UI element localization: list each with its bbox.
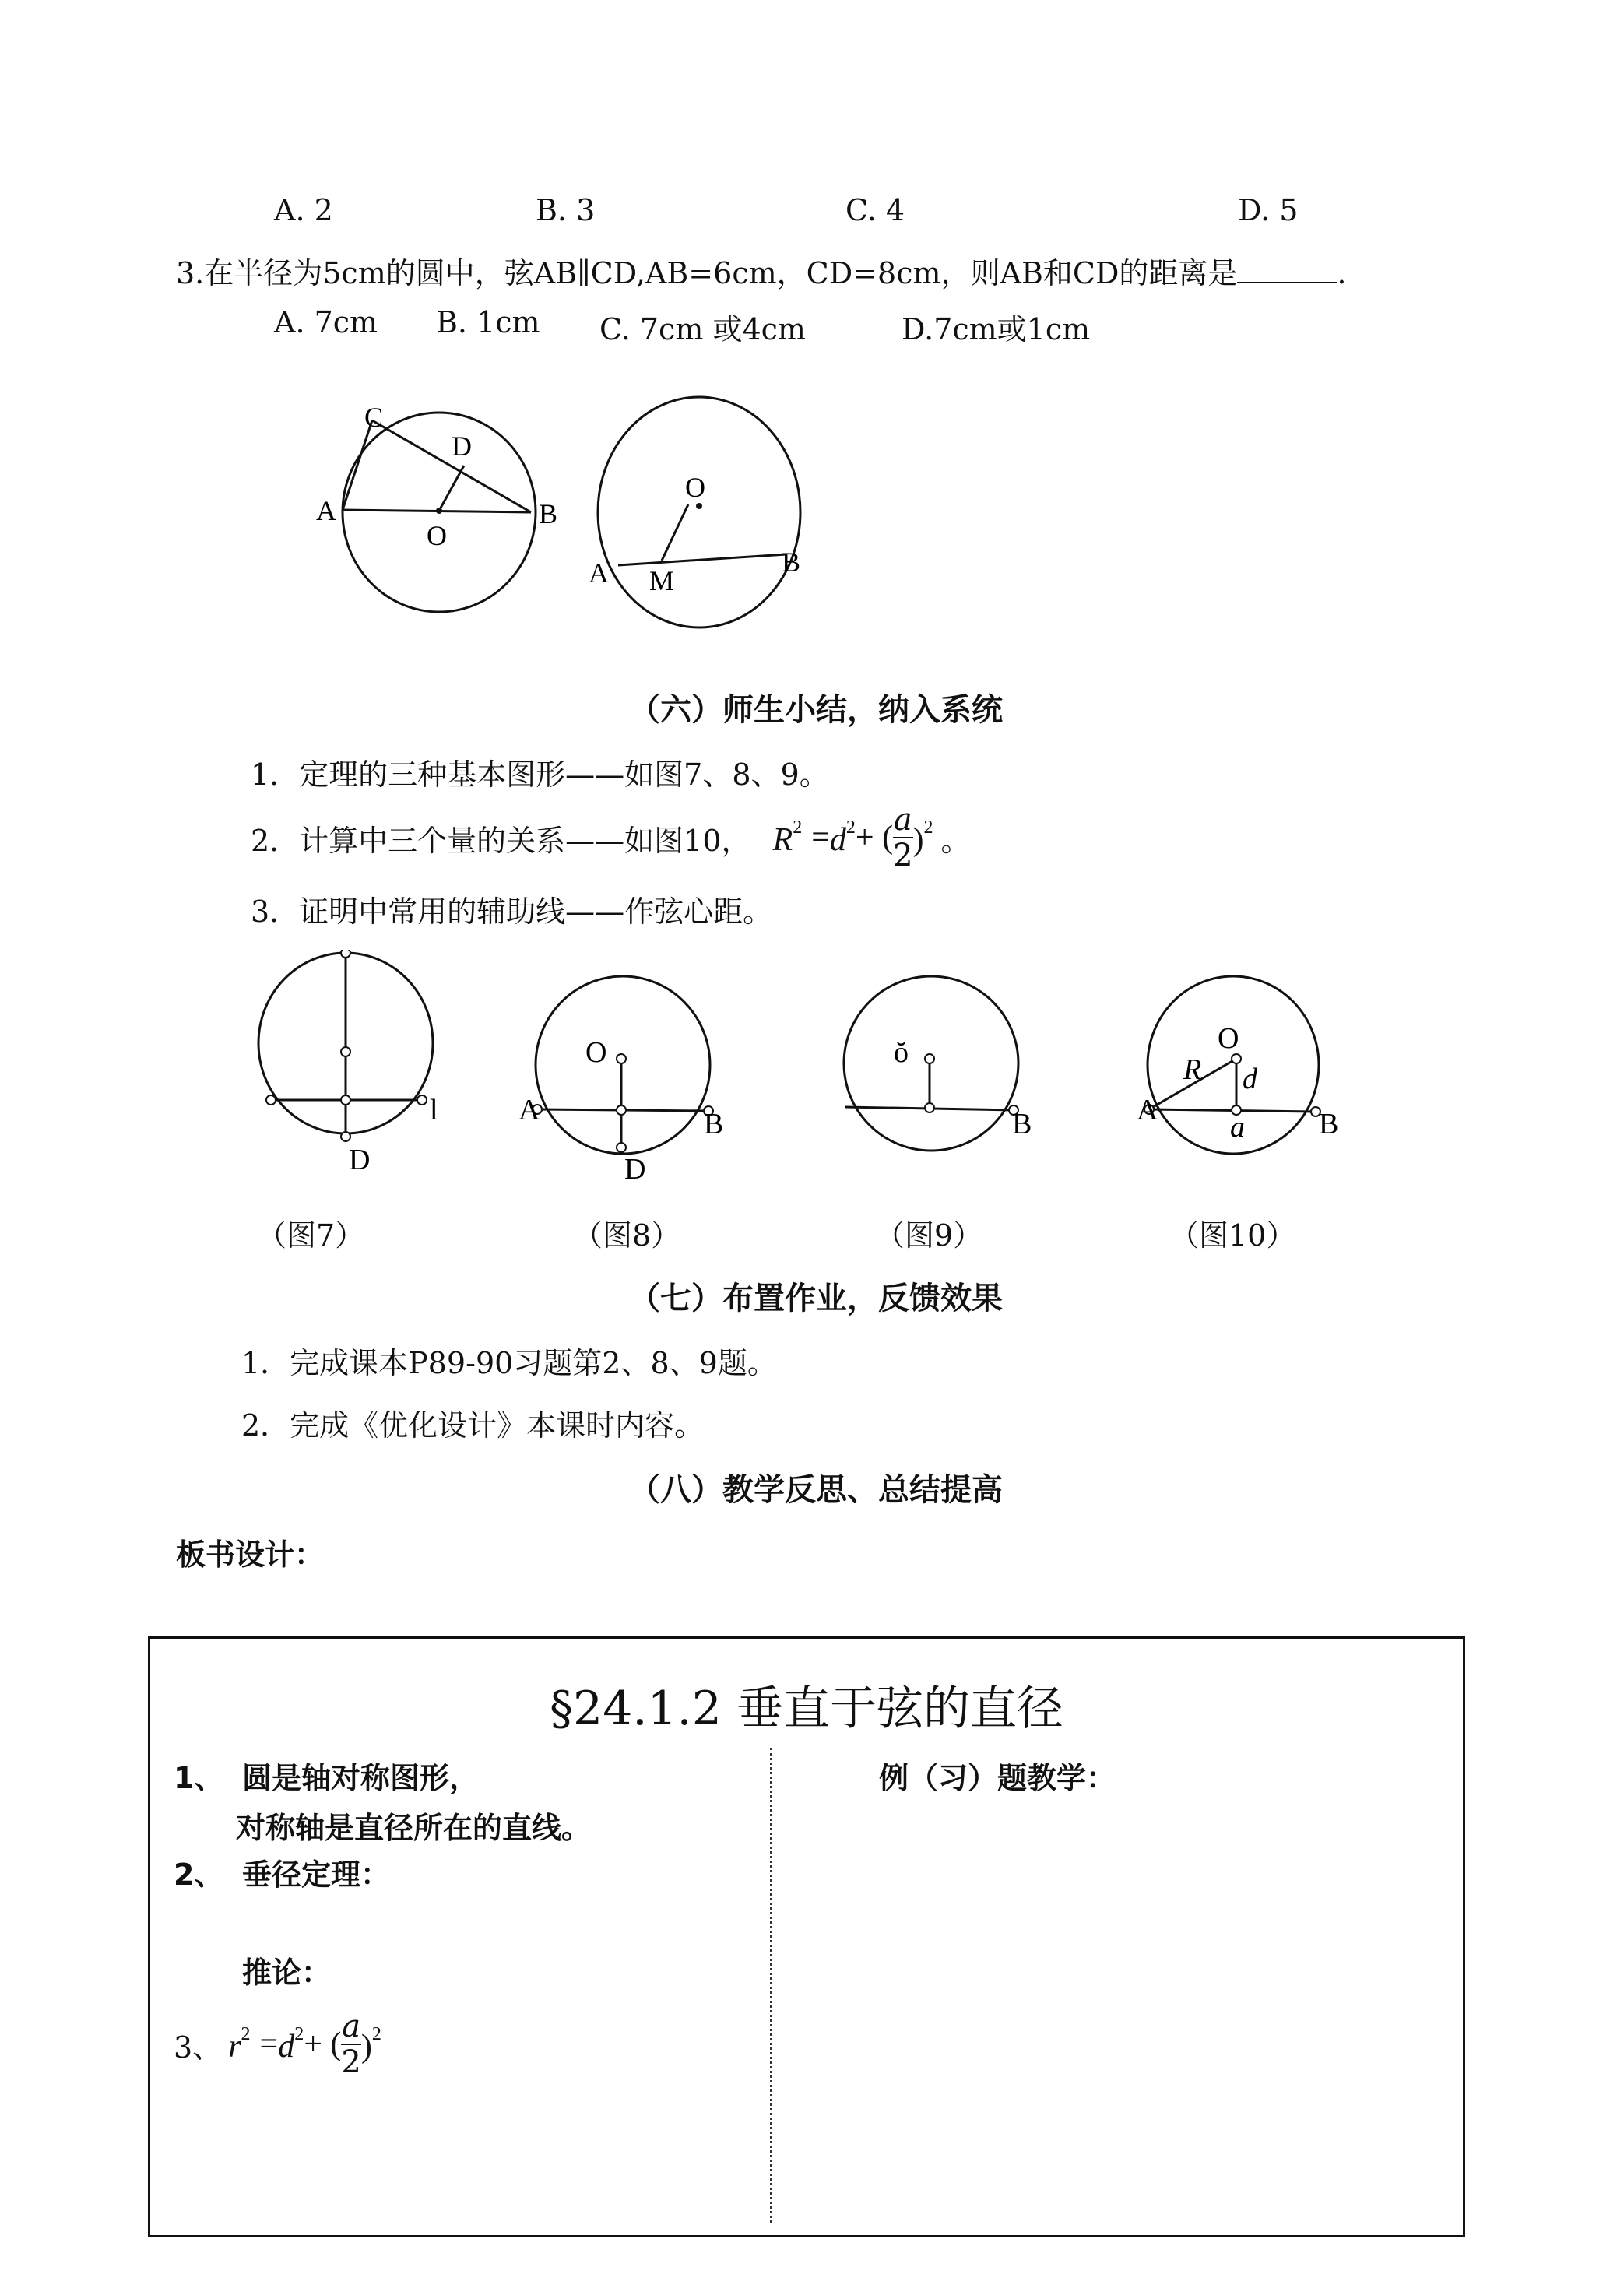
- item-2-text: 2．计算中三个量的关系——如图10，: [251, 823, 751, 858]
- formula-end: 。: [940, 823, 971, 858]
- option-b: B. 3: [536, 193, 596, 227]
- board-formula-d: $d^2$: [278, 2023, 304, 2065]
- fig10-label-b: B: [1319, 1108, 1339, 1140]
- section-7-item-2: 2．完成《优化设计》本课时内容。: [241, 1408, 705, 1443]
- formula-plus: + (: [855, 820, 894, 856]
- label-o2: O: [685, 472, 705, 503]
- center-dot-2: [696, 503, 702, 509]
- board-l3: [174, 2002, 381, 2087]
- label-b: B: [539, 498, 558, 529]
- fig10-label-d: d: [1243, 1063, 1257, 1095]
- label-c: C: [364, 402, 384, 433]
- board-l3-num: 3、: [174, 2030, 223, 2065]
- figure-chord-circle: [316, 402, 557, 612]
- label-a2: A: [589, 557, 609, 589]
- caption-fig-8: （图8）: [573, 1218, 681, 1253]
- figures-7-10: [226, 950, 1378, 1183]
- fig8-label-o: O: [585, 1036, 607, 1069]
- question-3-end: .: [1337, 256, 1347, 290]
- board-formula-r: $r^2$: [228, 2023, 251, 2065]
- fig8-label-b: B: [704, 1108, 724, 1140]
- board-l1-text2: 对称轴是直径所在的直线。: [236, 1811, 592, 1845]
- section-6-item-2: [251, 799, 971, 877]
- fig9-label-b: B: [1012, 1108, 1032, 1140]
- figure-7: [258, 950, 438, 1176]
- label-d: D: [452, 431, 472, 462]
- formula-d: $d^2$: [829, 817, 856, 858]
- board-l1-num: 1、: [174, 1761, 224, 1795]
- board-divider: [770, 1748, 772, 2223]
- fig10-label-a-small: a: [1230, 1111, 1245, 1144]
- figure-8: [518, 976, 723, 1183]
- q3-option-d: D.7cm或1cm: [902, 312, 1091, 346]
- board-title: §24.1.2 垂直于弦的直径: [550, 1682, 1063, 1736]
- board-l2-text: 垂径定理：: [242, 1857, 391, 1892]
- label-b2: B: [782, 547, 801, 578]
- answer-blank: [1237, 258, 1337, 283]
- board-l2-num: 2、: [174, 1857, 224, 1892]
- formula-fraction: $\frac{a}{2}$: [893, 802, 913, 873]
- formula-eq: =: [811, 820, 830, 856]
- figure-10: [1137, 976, 1338, 1154]
- fig10-label-r: R: [1183, 1053, 1202, 1086]
- fig10-label-o: O: [1218, 1022, 1239, 1055]
- board-inference: 推论：: [242, 1956, 332, 1990]
- formula-close: )$^2$: [912, 817, 933, 858]
- question-3: [176, 249, 1347, 292]
- board-formula-fraction: $\frac{a}{2}$: [341, 2009, 361, 2080]
- q3-option-a: A. 7cm: [274, 305, 378, 339]
- question-3-stem: 3.在半径为5cm的圆中，弦AB∥CD,AB=6cm，CD=8cm，则AB和CD的距离是: [176, 256, 1238, 290]
- section-6-item-1: 1．定理的三种基本图形——如图7、8、9。: [251, 757, 829, 792]
- caption-fig-9: （图9）: [875, 1218, 983, 1253]
- label-o: O: [427, 520, 447, 551]
- segment-od: [439, 466, 464, 511]
- chord-ac: [343, 420, 372, 510]
- formula-r: $R^2$: [772, 817, 803, 858]
- figure-9: [844, 976, 1032, 1151]
- figure-chord-distance: [589, 397, 800, 627]
- circle-outline-2: [598, 397, 800, 627]
- section-8-heading: （八）教学反思、总结提高: [629, 1472, 1003, 1508]
- label-m: M: [649, 565, 675, 596]
- fig8-circle: [536, 976, 710, 1154]
- fig10-label-a: A: [1137, 1094, 1158, 1126]
- caption-fig-10: （图10）: [1169, 1218, 1296, 1253]
- option-d: D. 5: [1238, 193, 1299, 227]
- section-6-heading: （六）师生小结，纳入系统: [629, 692, 1003, 728]
- fig7-label-right: l: [430, 1094, 438, 1126]
- board-formula-close: )$^2$: [360, 2023, 381, 2065]
- option-c: C. 4: [845, 193, 905, 227]
- board-design-label: 板书设计：: [176, 1538, 325, 1572]
- caption-fig-7: （图7）: [257, 1218, 365, 1253]
- top-figures: [296, 374, 856, 662]
- section-6-item-3: 3．证明中常用的辅助线——作弦心距。: [251, 894, 773, 929]
- board-l1-text: 圆是轴对称图形，: [242, 1761, 480, 1795]
- board-formula-eq: =: [259, 2026, 279, 2062]
- section-7-item-1: 1．完成课本P89-90习题第2、8、9题。: [241, 1346, 777, 1380]
- fig7-label-d: D: [349, 1144, 371, 1176]
- q3-option-c: C. 7cm 或4cm: [599, 312, 806, 346]
- segment-om: [662, 504, 688, 561]
- label-a: A: [316, 495, 336, 526]
- board-design-box: [148, 1636, 1465, 2237]
- section-7-heading: （七）布置作业，反馈效果: [629, 1281, 1003, 1316]
- chord-ab: [618, 554, 786, 565]
- center-dot: [436, 508, 442, 514]
- option-a: A. 2: [274, 193, 333, 227]
- fig9-label-o: ŏ: [894, 1036, 909, 1069]
- fig8-label-a: A: [518, 1094, 540, 1126]
- fig8-label-d: D: [624, 1153, 646, 1183]
- board-right-heading: 例（习）题教学：: [879, 1761, 1116, 1795]
- q3-option-b: B. 1cm: [436, 305, 540, 339]
- board-formula-plus: + (: [304, 2026, 342, 2062]
